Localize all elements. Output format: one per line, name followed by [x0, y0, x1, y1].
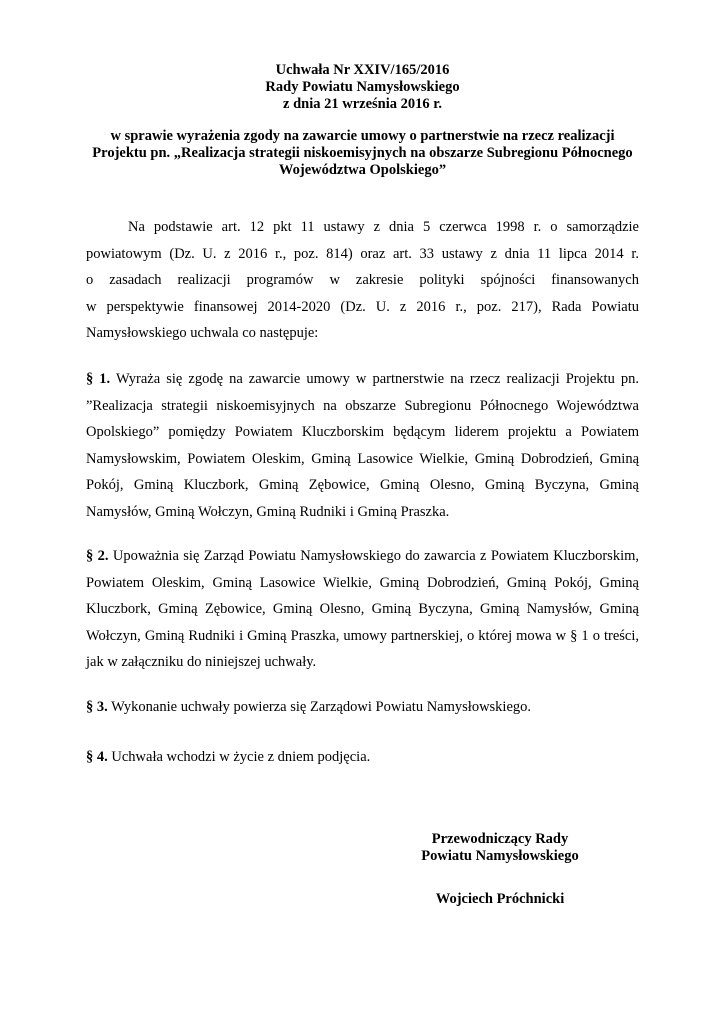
- section-text: Upoważnia się Zarząd Powiatu Namysłowskiego do zawarcia z Powiatem Kluczborskim,: [108, 548, 639, 564]
- subject-line: w sprawie wyrażenia zgody na zawarcie umowy o partnerstwie na rzecz realizacji: [110, 128, 615, 144]
- signature-role-line: Przewodniczący Rady: [431, 831, 569, 847]
- section-mark: § 2.: [86, 548, 109, 564]
- section-2: [86, 543, 639, 676]
- paragraph-line: [86, 694, 639, 721]
- subject-line: Województwa Opolskiego”: [278, 162, 447, 178]
- resolution-header: [0, 62, 725, 113]
- paragraph-line: [86, 366, 639, 393]
- signature-name: Wojciech Próchnicki: [435, 891, 565, 907]
- section-text: Uchwała wchodzi w życie z dniem podjęcia.: [107, 749, 371, 765]
- paragraph-line: Namysłów, Gminą Wołczyn, Gminą Rudniki i Gminą Praszka.: [86, 503, 450, 520]
- signature-role-line: Powiatu Namysłowskiego: [421, 848, 579, 864]
- section-mark: § 3.: [86, 699, 108, 715]
- paragraph-line: Wołczyn, Gminą Rudniki i Gminą Praszka, umowy partnerskiej, o której mowa w § 1 o treści,: [86, 627, 639, 644]
- paragraph-line: Kluczbork, Gminą Zębowice, Gminą Olesno, Gminą Byczyna, Gminą Namysłów, Gminą: [86, 601, 639, 617]
- paragraph-line: w perspektywie finansowej 2014-2020 (Dz. U. z 2016 r., poz. 217), Rada Powiatu: [86, 298, 639, 315]
- paragraph-line: ”Realizacja strategii niskoemisyjnych na obszarze Subregionu Północnego Województwa: [86, 397, 639, 414]
- subject-line: Projektu pn. „Realizacja strategii niskoemisyjnych na obszarze Subregionu Północnego: [92, 145, 633, 161]
- paragraph-line: Na podstawie art. 12 pkt 11 ustawy z dnia 5 czerwca 1998 r. o samorządzie: [128, 219, 639, 235]
- resolution-council: Rady Powiatu Namysłowskiego: [265, 79, 460, 95]
- paragraph-line: o zasadach realizacji programów w zakresie polityki spójności finansowanych: [86, 272, 639, 288]
- resolution-date: z dnia 21 września 2016 r.: [283, 96, 442, 112]
- paragraph-line: Pokój, Gminą Kluczbork, Gminą Zębowice, Gminą Olesno, Gminą Byczyna, Gminą: [86, 477, 639, 493]
- section-mark: § 4.: [86, 749, 108, 765]
- paragraph-line: jak w załączniku do niniejszej uchwały.: [86, 654, 317, 670]
- paragraph-line: Namysłowskim, Powiatem Oleskim, Gminą Lasowice Wielkie, Gminą Dobrodzień, Gminą: [86, 450, 639, 467]
- section-3: [86, 694, 639, 721]
- section-text: Wyraża się zgodę na zawarcie umowy w partnerstwie na rzecz realizacji Projektu pn.: [110, 371, 640, 387]
- paragraph-line: Opolskiego” pomiędzy Powiatem Kluczborskim będącym liderem projektu a Powiatem: [86, 424, 639, 440]
- resolution-number: Uchwała Nr XXIV/165/2016: [275, 62, 450, 78]
- paragraph-line: powiatowym (Dz. U. z 2016 r., poz. 814) oraz art. 33 ustawy z dnia 11 lipca 2014 r.: [86, 245, 639, 262]
- legal-basis-paragraph: [86, 214, 639, 347]
- paragraph-line: Powiatem Oleskim, Gminą Lasowice Wielkie, Gminą Dobrodzień, Gminą Pokój, Gminą: [86, 574, 639, 591]
- section-1: [86, 366, 639, 525]
- section-4: [86, 744, 639, 771]
- paragraph-line: [86, 543, 639, 570]
- resolution-subject: [0, 128, 725, 179]
- paragraph-line: Namysłowskiego uchwala co następuje:: [86, 325, 319, 341]
- paragraph-line: [86, 744, 639, 771]
- signature-role: [400, 831, 600, 865]
- section-text: Wykonanie uchwały powierza się Zarządowi Powiatu Namysłowskiego.: [107, 699, 532, 715]
- section-mark: § 1.: [86, 371, 111, 387]
